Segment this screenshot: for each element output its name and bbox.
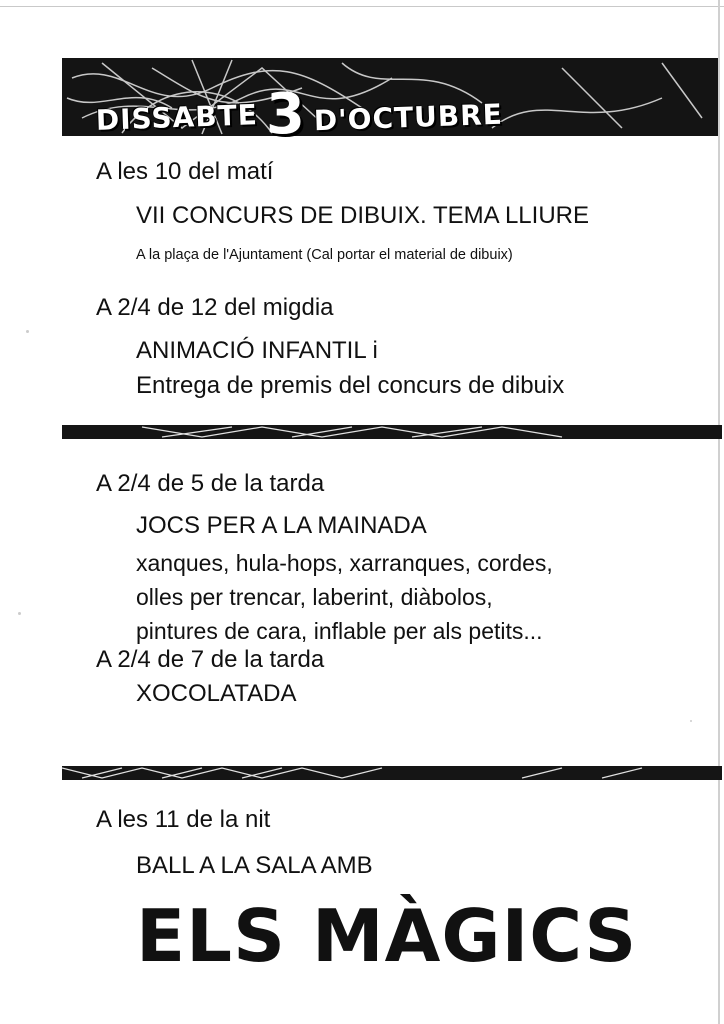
event-2-detail: Entrega de premis del concurs de dibuix <box>136 372 565 399</box>
event-5-title: BALL A LA SALA AMB <box>136 852 373 879</box>
event-4-title: XOCOLATADA <box>136 680 297 707</box>
event-3-title: JOCS PER A LA MAINADA <box>136 512 427 539</box>
event-1-note: A la plaça de l'Ajuntament (Cal portar el material de dibuix) <box>136 247 513 263</box>
event-2-time: A 2/4 de 12 del migdia <box>96 294 334 321</box>
event-3-detail-2: olles per trencar, laberint, diàbolos, <box>136 584 493 610</box>
band-name-headline: ELS MÀGICS <box>136 894 638 978</box>
stripe-scribble-decoration <box>62 425 722 439</box>
speckle <box>690 720 692 722</box>
divider-stripe-1 <box>62 425 722 439</box>
divider-stripe-2 <box>62 766 722 780</box>
event-3-detail-1: xanques, hula-hops, xarranques, cordes, <box>136 550 553 576</box>
page-top-edge <box>0 0 724 7</box>
event-1-time: A les 10 del matí <box>96 158 274 185</box>
header-day: DISSABTE <box>95 98 259 137</box>
speckle <box>26 330 29 333</box>
stripe-scribble-decoration <box>62 766 722 780</box>
event-5-time: A les 11 de la nit <box>96 806 271 833</box>
event-3-detail-3: pintures de cara, inflable per als petits... <box>136 618 543 644</box>
event-2-title: ANIMACIÓ INFANTIL i <box>136 337 378 364</box>
page-right-edge <box>718 0 720 1024</box>
header-date <box>95 80 696 147</box>
event-3-time: A 2/4 de 5 de la tarda <box>96 470 325 497</box>
speckle <box>18 612 21 615</box>
header-day-number: 3 <box>265 81 306 147</box>
event-4-time: A 2/4 de 7 de la tarda <box>96 646 325 673</box>
event-1-title: VII CONCURS DE DIBUIX. TEMA LLIURE <box>136 202 589 229</box>
header-month: D'OCTUBRE <box>313 97 504 138</box>
